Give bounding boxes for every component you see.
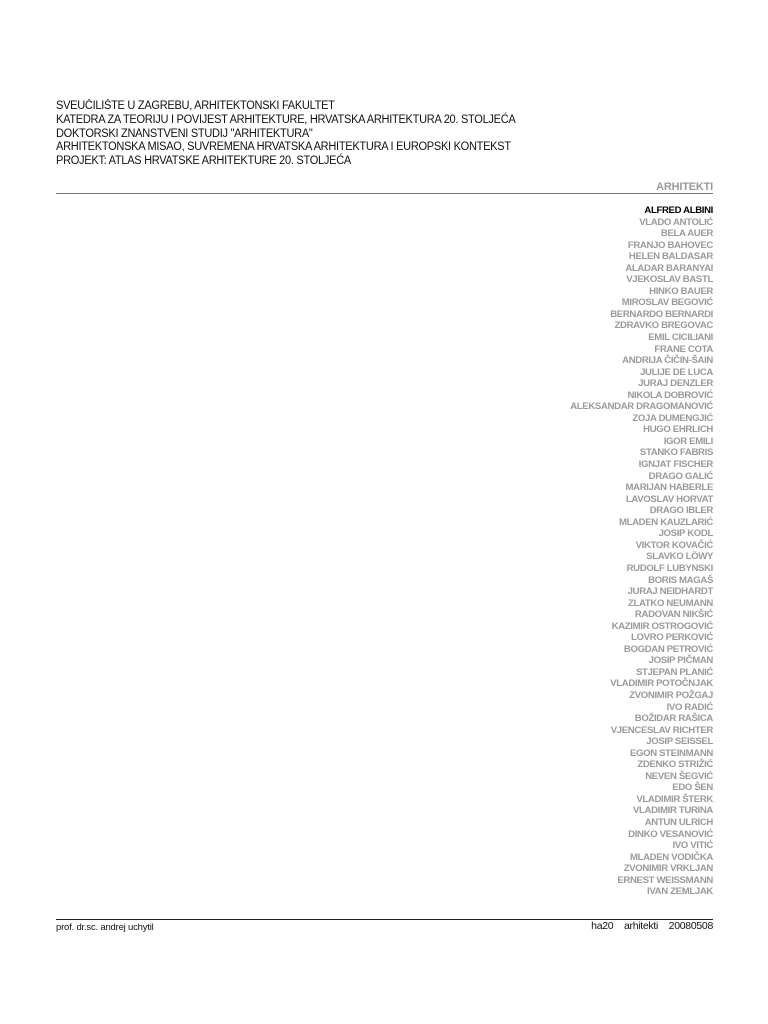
architect-link[interactable]: HELEN BALDASAR	[628, 251, 713, 263]
architect-link[interactable]: VJENCESLAV RICHTER	[610, 724, 713, 736]
footer-date: 20080508	[668, 920, 713, 932]
architect-link[interactable]: BOŽIDAR RAŠICA	[634, 713, 713, 725]
section-title: ARHITEKTI	[656, 181, 713, 193]
architect-link[interactable]: BELA AUER	[660, 228, 713, 240]
architect-link[interactable]: ZDRAVKO BREGOVAC	[614, 320, 713, 332]
architect-link[interactable]: VIKTOR KOVAČIĆ	[635, 539, 713, 551]
architect-link[interactable]: HINKO BAUER	[649, 285, 713, 297]
architect-link[interactable]: BORIS MAGAŠ	[648, 574, 713, 586]
architect-link[interactable]: DRAGO IBLER	[649, 505, 713, 517]
architect-link[interactable]: MLADEN VODIČKA	[629, 851, 713, 863]
architect-link[interactable]: IVAN ZEMLJAK	[647, 886, 713, 898]
document-header	[56, 100, 690, 169]
architect-link[interactable]: ZDENKO STRIŽIĆ	[637, 759, 713, 771]
architect-link[interactable]: DINKO VESANOVIĆ	[628, 828, 713, 840]
architect-link[interactable]: VLADIMIR POTOČNJAK	[610, 678, 713, 690]
footer-meta	[591, 920, 713, 932]
architect-link[interactable]: DRAGO GALIĆ	[648, 470, 713, 482]
architect-link[interactable]: ERNEST WEISSMANN	[617, 874, 713, 886]
architect-link[interactable]: BOGDAN PETROVIĆ	[623, 643, 713, 655]
architect-link[interactable]: JURAJ DENZLER	[638, 378, 713, 390]
architect-link[interactable]: VLADO ANTOLIĆ	[639, 216, 713, 228]
architect-link[interactable]: ANTUN ULRICH	[644, 816, 713, 828]
architect-link[interactable]: VJEKOSLAV BASTL	[626, 274, 713, 286]
architect-link[interactable]: ZVONIMIR POŽGAJ	[629, 689, 713, 701]
architect-link[interactable]: IVO RADIĆ	[666, 701, 713, 713]
architect-link[interactable]: FRANJO BAHOVEC	[627, 239, 713, 251]
architect-link[interactable]: JOSIP KODL	[658, 528, 713, 540]
footer-author: prof. dr.sc. andrej uchytil	[56, 922, 154, 933]
architect-link[interactable]: IGOR EMILI	[663, 435, 713, 447]
architect-link[interactable]: FRANE COTA	[654, 343, 713, 355]
architect-link[interactable]: NIKOLA DOBROVIĆ	[627, 389, 713, 401]
architect-link[interactable]: MARIJAN HABERLE	[625, 482, 713, 494]
architect-link[interactable]: IGNJAT FISCHER	[638, 459, 713, 471]
architect-link[interactable]: SLAVKO LÖWY	[646, 551, 713, 563]
architect-link[interactable]: LAVOSLAV HORVAT	[625, 493, 713, 505]
architect-link[interactable]: KAZIMIR OSTROGOVIĆ	[611, 620, 713, 632]
header-line-doctoral-study: DOKTORSKI ZNANSTVENI STUDIJ "ARHITEKTURA"	[56, 127, 313, 140]
architect-link[interactable]: LOVRO PERKOVIĆ	[631, 632, 713, 644]
architect-link[interactable]: ZLATKO NEUMANN	[628, 597, 713, 609]
architect-link[interactable]: ZOJA DUMENGJIĆ	[632, 412, 713, 424]
architect-link[interactable]: VLADIMIR ŠTERK	[636, 793, 713, 805]
architect-link[interactable]: IVO VITIĆ	[672, 840, 713, 852]
architect-link[interactable]: EGON STEINMANN	[629, 747, 713, 759]
architect-link[interactable]: MIROSLAV BEGOVIĆ	[621, 297, 713, 309]
architect-link[interactable]: EDO ŠEN	[672, 782, 713, 794]
architect-link[interactable]: JOSIP SEISSEL	[646, 736, 713, 748]
footer-code: ha20	[591, 920, 614, 932]
architect-link[interactable]: ZVONIMIR VRKLJAN	[623, 863, 713, 875]
architect-link[interactable]: JURAJ NEIDHARDT	[627, 586, 713, 598]
architect-link[interactable]: RUDOLF LUBYNSKI	[626, 562, 713, 574]
architect-link[interactable]: STJEPAN PLANIĆ	[635, 666, 713, 678]
header-line-course: ARHITEKTONSKA MISAO, SUVREMENA HRVATSKA ARHITEKTURA I EUROPSKI KONTEKST	[56, 141, 511, 154]
architect-link[interactable]: RADOVAN NIKŠIĆ	[634, 609, 713, 621]
footer-section: arhitekti	[623, 920, 659, 932]
architect-link[interactable]: ANDRIJA ČIČIN-ŠAIN	[622, 355, 713, 367]
architect-link[interactable]: STANKO FABRIS	[639, 447, 713, 459]
header-line-project: PROJEKT: ATLAS HRVATSKE ARHITEKTURE 20. STOLJEĆA	[56, 155, 351, 168]
header-line-department: KATEDRA ZA TEORIJU I POVIJEST ARHITEKTURE, HRVATSKA ARHITEKTURA 20. STOLJEĆA	[56, 113, 516, 126]
architect-link[interactable]: NEVEN ŠEGVIĆ	[645, 770, 713, 782]
architect-list	[393, 205, 713, 898]
architect-link[interactable]: HUGO EHRLICH	[643, 424, 713, 436]
architect-link[interactable]: JULIJE DE LUCA	[640, 366, 713, 378]
header-line-university: SVEUČILIŠTE U ZAGREBU, ARHITEKTONSKI FAKULTET	[56, 100, 335, 112]
architect-link[interactable]: VLADIMIR TURINA	[632, 805, 713, 817]
architect-link[interactable]: EMIL CICILIANI	[648, 332, 713, 344]
architect-link[interactable]: ALFRED ALBINI	[644, 205, 713, 216]
architect-link[interactable]: MLADEN KAUZLARIĆ	[618, 516, 713, 528]
architect-link[interactable]: ALADAR BARANYAI	[625, 262, 713, 274]
architect-link[interactable]: ALEKSANDAR DRAGOMANOVIĆ	[570, 401, 713, 413]
architect-link[interactable]: BERNARDO BERNARDI	[610, 308, 713, 320]
header-divider	[56, 193, 713, 194]
architect-link[interactable]: JOSIP PIČMAN	[648, 655, 713, 667]
